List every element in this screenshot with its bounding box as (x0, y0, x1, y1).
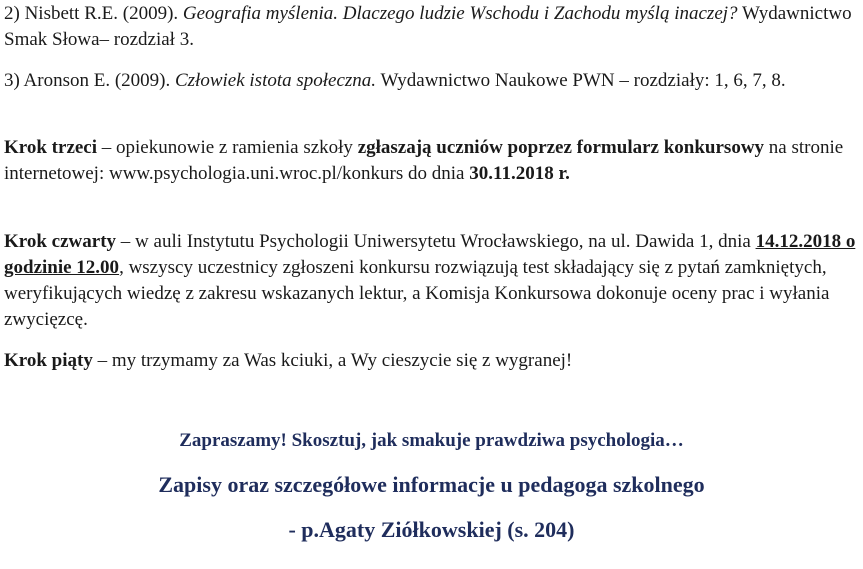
step-three-text-1: – opiekunowie z ramienia szkoły (97, 137, 358, 158)
reference-3 (4, 68, 786, 94)
step-three-label: Krok trzeci (4, 137, 98, 158)
reference-2-title: Geografia myślenia. Dlaczego ludzie Wschodu i Zachodu myślą inaczej? (182, 3, 738, 24)
reference-3-title: Człowiek istota społeczna. (174, 70, 377, 91)
step-three-highlight: zgłaszają uczniów poprzez formularz konkursowy (357, 137, 765, 158)
reference-3-author: 3) Aronson E. (2009). (4, 70, 175, 91)
step-four-text-2: , wszyscy uczestnicy zgłoszeni konkursu rozwiązują test składający się z pytań zamkniętych, weryfikujących wiedzę z zakresu wskazanych lektur, a Komisja Konkursowa dokonuje oceny prac i wyłania zwycięzcę. (4, 257, 830, 330)
step-four-text-1: – w auli Instytutu Psychologii Uniwersytetu Wrocławskiego, na ul. Dawida 1, dnia (116, 231, 756, 252)
step-four (4, 229, 860, 333)
step-three-text-2: na stronie internetowej: www.psychologia.uni.wroc.pl/konkurs do dnia (4, 137, 844, 184)
reference-2-publisher: Wydawnictwo Smak Słowa– rozdział 3. (4, 3, 852, 50)
step-three-date: 30.11.2018 r. (469, 163, 570, 184)
step-five (4, 348, 572, 374)
footer-contact-line: - p.Agaty Ziółkowskiej (s. 204) (288, 517, 575, 542)
step-five-label: Krok piąty (4, 350, 93, 371)
step-five-text: – my trzymamy za Was kciuki, a Wy cieszycie się z wygranej! (92, 350, 573, 371)
step-three (4, 135, 860, 187)
footer-signup-line: Zapisy oraz szczegółowe informacje u pedagoga szkolnego (158, 472, 705, 497)
step-four-label: Krok czwarty (4, 231, 117, 252)
reference-2 (4, 1, 860, 53)
step-four-date: 14.12.2018 o godzinie 12.00 (4, 231, 856, 278)
reference-3-publisher: Wydawnictwo Naukowe PWN – rozdziały: 1, 6, 7, 8. (376, 70, 786, 91)
reference-2-author: 2) Nisbett R.E. (2009). (4, 3, 183, 24)
footer-invite: Zapraszamy! Skosztuj, jak smakuje prawdziwa psychologia… (179, 430, 684, 451)
